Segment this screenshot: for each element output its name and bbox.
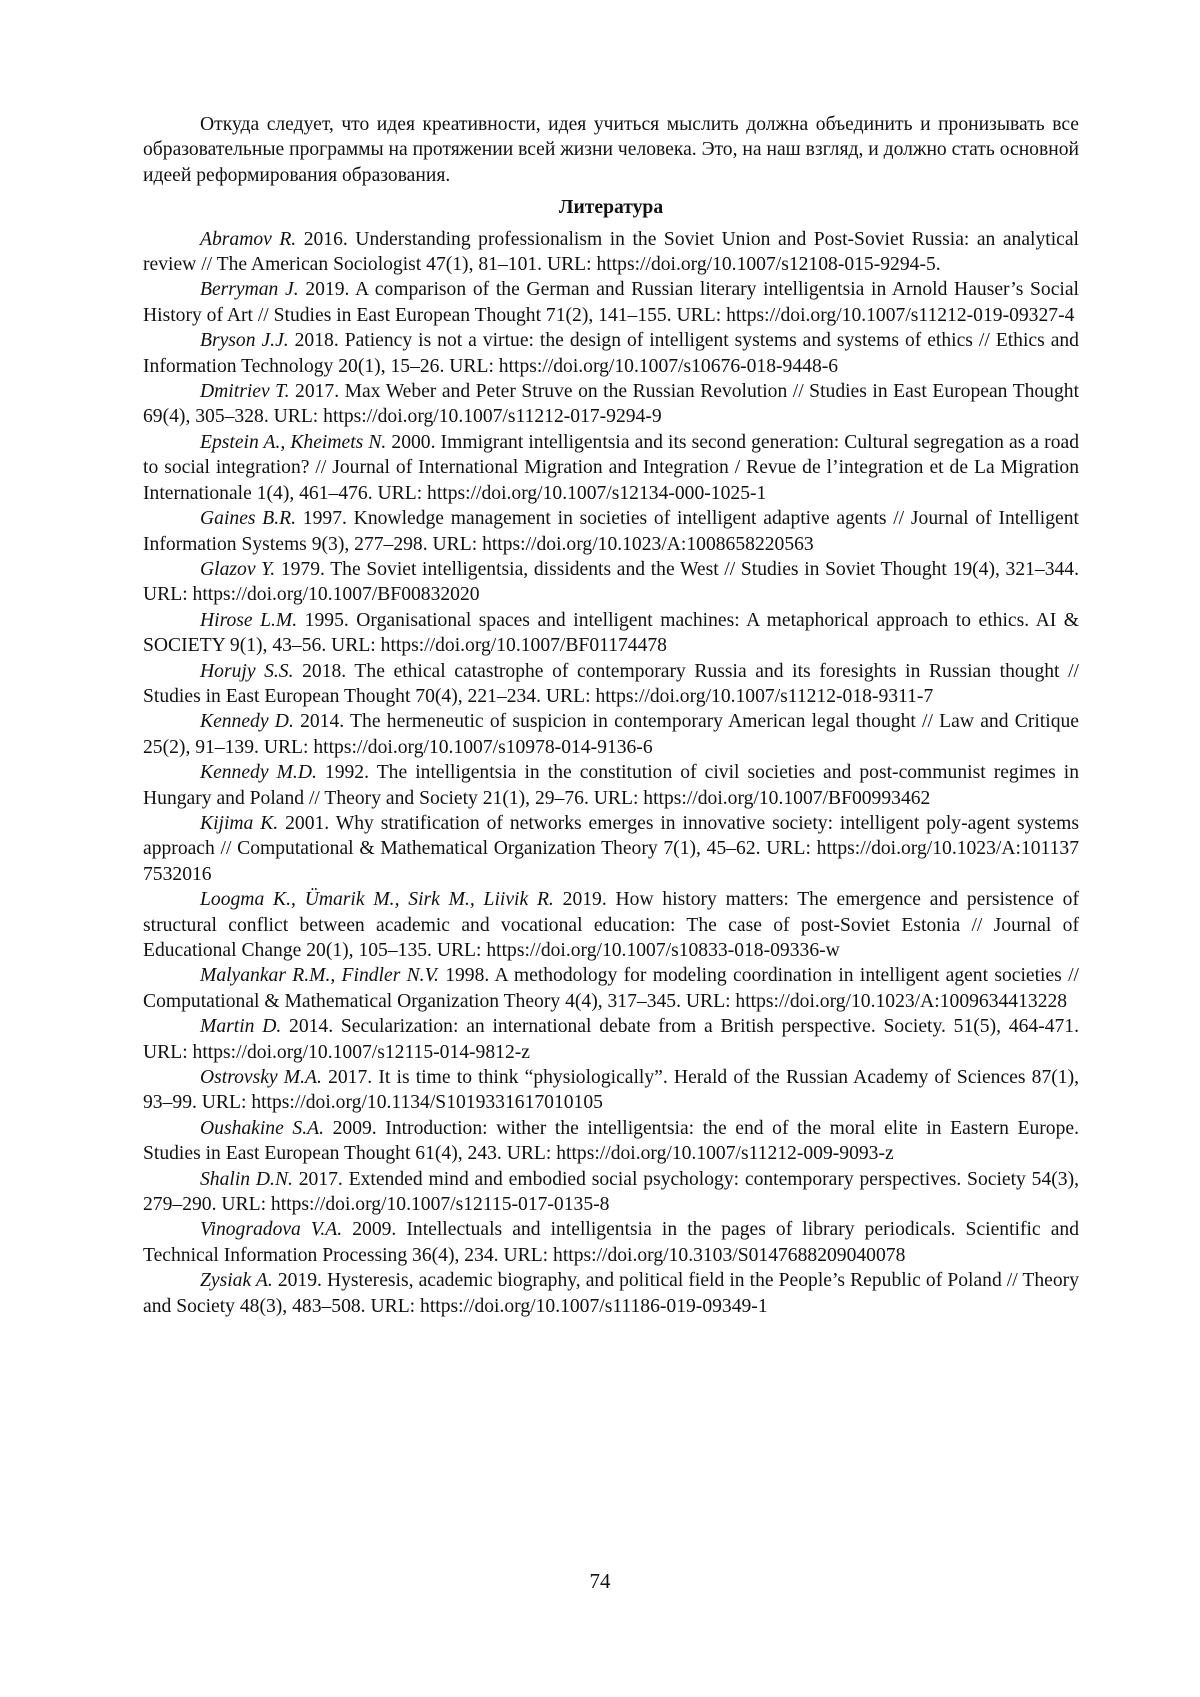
reference-item: [143, 277, 1079, 328]
reference-details: 2000. Immigrant intelligentsia and its second generation: Cultural segregation as a road to social integration? // Journal of International Migration and Integration / Revue de l’integration et de La Migration Internationale 1(4), 461–476. URL:: [143, 432, 1079, 504]
reference-url[interactable]: https://doi.org/10.3103/S0147688209040078: [553, 1245, 905, 1266]
references-heading: Литература: [143, 195, 1079, 220]
reference-url[interactable]: https://doi.org/10.1007/BF00993462: [643, 788, 930, 809]
reference-details: 1995. Organisational spaces and intelligent machines: A metaphorical approach to ethics. AI & SOCIETY 9(1), 43–56. URL:: [143, 610, 1079, 656]
reference-item: [143, 1065, 1079, 1116]
reference-author: Bryson J.J.: [200, 330, 289, 351]
reference-url[interactable]: https://doi.org/10.1007/BF00832020: [193, 584, 480, 605]
reference-author: Horujy S.S.: [200, 661, 294, 682]
reference-item: [143, 760, 1079, 811]
reference-item: [143, 557, 1079, 608]
reference-author: Martin D.: [200, 1016, 281, 1037]
reference-item: [143, 887, 1079, 963]
reference-item: [143, 328, 1079, 379]
reference-details: 2017. Max Weber and Peter Struve on the Russian Revolution // Studies in East European Thought 69(4), 305–328. URL:: [143, 381, 1079, 427]
reference-details: 2014. The hermeneutic of suspicion in contemporary American legal thought // Law and Critique 25(2), 91–139. URL:: [143, 711, 1079, 757]
reference-item: [143, 811, 1079, 887]
reference-details: 2017. Extended mind and embodied social psychology: contemporary perspectives. Society 54(3), 279–290. URL:: [143, 1169, 1079, 1215]
reference-author: Gaines B.R.: [200, 508, 296, 529]
reference-url[interactable]: https://doi.org/10.1007/s11212-018-9311-7: [595, 686, 933, 707]
reference-url[interactable]: https://doi.org/10.1007/s12108-015-9294-5.: [597, 254, 941, 275]
reference-list: [143, 227, 1079, 1319]
reference-item: [143, 1167, 1079, 1218]
reference-author: Loogma K., Ümarik M., Sirk M., Liivik R.: [200, 889, 554, 910]
reference-item: [143, 709, 1079, 760]
reference-item: [143, 608, 1079, 659]
reference-author: Kennedy D.: [200, 711, 294, 732]
reference-item: [143, 1217, 1079, 1268]
reference-author: Vinogradova V.A.: [200, 1219, 342, 1240]
reference-author: Zysiak A.: [200, 1270, 273, 1291]
reference-details: 1998. A methodology for modeling coordination in intelligent agent societies // Computational & Mathematical Organization Theory 4(4), 317–345. URL:: [143, 965, 1079, 1011]
reference-details: 1997. Knowledge management in societies of intelligent adaptive agents // Journal of Intelligent Information Systems 9(3), 277–298. URL:: [143, 508, 1079, 554]
reference-details: 2009. Intellectuals and intelligentsia in the pages of library periodicals. Scientific and Technical Information Processing 36(4), 234. URL:: [143, 1219, 1079, 1265]
reference-details: 2009. Introduction: wither the intelligentsia: the end of the moral elite in Eastern Europe. Studies in East European Thought 61(4), 243. URL:: [143, 1118, 1079, 1164]
reference-author: Kennedy M.D.: [200, 762, 317, 783]
reference-author: Glazov Y.: [200, 559, 275, 580]
page-content: [143, 112, 1079, 1319]
reference-item: [143, 506, 1079, 557]
reference-url[interactable]: https://doi.org/10.1007/s10833-018-09336-w: [486, 940, 839, 961]
reference-item: [143, 227, 1079, 278]
reference-url[interactable]: https://doi.org/10.1007/BF01174478: [381, 635, 667, 656]
reference-item: [143, 430, 1079, 506]
reference-author: Malyankar R.M., Findler N.V.: [200, 965, 439, 986]
reference-details: 2019. Hysteresis, academic biography, and political field in the People’s Republic of Poland // Theory and Society 48(3), 483–508. URL:: [143, 1270, 1079, 1316]
reference-url[interactable]: https://doi.org/10.1007/s10676-018-9448-6: [499, 356, 838, 377]
reference-author: Ostrovsky M.A.: [200, 1067, 322, 1088]
reference-author: Shalin D.N.: [200, 1169, 293, 1190]
reference-url[interactable]: https://doi.org/10.1007/s11186-019-09349-1: [420, 1296, 768, 1317]
reference-details: 2016. Understanding professionalism in the Soviet Union and Post-Soviet Russia: an analytical review // The American Sociologist 47(1), 81–101. URL:: [143, 229, 1079, 275]
reference-url[interactable]: https://doi.org/10.1007/s11212-009-9093-z: [556, 1143, 893, 1164]
reference-url[interactable]: https://doi.org/10.1007/s12115-017-0135-8: [271, 1194, 610, 1215]
reference-author: Dmitriev T.: [200, 381, 290, 402]
reference-item: [143, 963, 1079, 1014]
reference-item: [143, 659, 1079, 710]
reference-item: [143, 379, 1079, 430]
reference-author: Abramov R.: [200, 229, 296, 250]
reference-url[interactable]: https://doi.org/10.1007/s12115-014-9812-z: [193, 1042, 530, 1063]
reference-details: 2018. Patiency is not a virtue: the design of intelligent systems and systems of ethics // Ethics and Information Technology 20(1), 15–26. URL:: [143, 330, 1079, 376]
reference-item: [143, 1268, 1079, 1319]
reference-url[interactable]: https://doi.org/10.1023/A:1009634413228: [735, 991, 1067, 1012]
reference-details: 2019. A comparison of the German and Russian literary intelligentsia in Arnold Hauser’s Social History of Art // Studies in East European Thought 71(2), 141–155. URL:: [143, 279, 1079, 325]
reference-url[interactable]: https://doi.org/10.1007/s10978-014-9136-6: [313, 737, 652, 758]
reference-author: Berryman J.: [200, 279, 299, 300]
intro-paragraph: Откуда следует, что идея креативности, идея учиться мыслить должна объединить и пронизывать все образовательные программы на протяжении всей жизни человека. Это, на наш взгляд, и должно стать основной идеей реформирования образования.: [143, 112, 1079, 188]
reference-author: Oushakine S.A.: [200, 1118, 324, 1139]
reference-url[interactable]: https://doi.org/10.1023/A:1008658220563: [482, 534, 814, 555]
reference-details: 2017. It is time to think “physiologically”. Herald of the Russian Academy of Sciences 87(1), 93–99. URL:: [143, 1067, 1079, 1113]
reference-item: [143, 1014, 1079, 1065]
reference-url[interactable]: https://doi.org/10.1007/s11212-017-9294-9: [323, 406, 662, 427]
page-number: 74: [0, 1569, 1200, 1594]
reference-details: 1992. The intelligentsia in the constitution of civil societies and post-communist regimes in Hungary and Poland // Theory and Society 21(1), 29–76. URL:: [143, 762, 1079, 808]
reference-author: Epstein A., Kheimets N.: [200, 432, 386, 453]
reference-url[interactable]: https://doi.org/10.1023/A:1011377532016: [143, 838, 1079, 884]
reference-author: Kijima K.: [200, 813, 278, 834]
reference-details: 2019. How history matters: The emergence and persistence of structural conflict between academic and vocational education: The case of post-Soviet Estonia // Journal of Educational Change 20(1), 105–135. URL:: [143, 889, 1079, 961]
reference-url[interactable]: https://doi.org/10.1134/S1019331617010105: [251, 1092, 603, 1113]
reference-item: [143, 1116, 1079, 1167]
reference-url[interactable]: https://doi.org/10.1007/s12134-000-1025-1: [427, 483, 766, 504]
reference-author: Hirose L.M.: [200, 610, 297, 631]
reference-url[interactable]: https://doi.org/10.1007/s11212-019-09327-4: [726, 305, 1074, 326]
reference-details: 2018. The ethical catastrophe of contemporary Russia and its foresights in Russian thought // Studies in East European Thought 70(4), 221–234. URL:: [143, 661, 1079, 707]
reference-details: 1979. The Soviet intelligentsia, dissidents and the West // Studies in Soviet Thought 19(4), 321–344. URL:: [143, 559, 1079, 605]
reference-details: 2001. Why stratification of networks emerges in innovative society: intelligent poly-agent systems approach // Computational & Mathematical Organization Theory 7(1), 45–62. URL:: [143, 813, 1079, 859]
reference-details: 2014. Secularization: an international debate from a British perspective. Society. 51(5), 464-471. URL:: [143, 1016, 1079, 1062]
